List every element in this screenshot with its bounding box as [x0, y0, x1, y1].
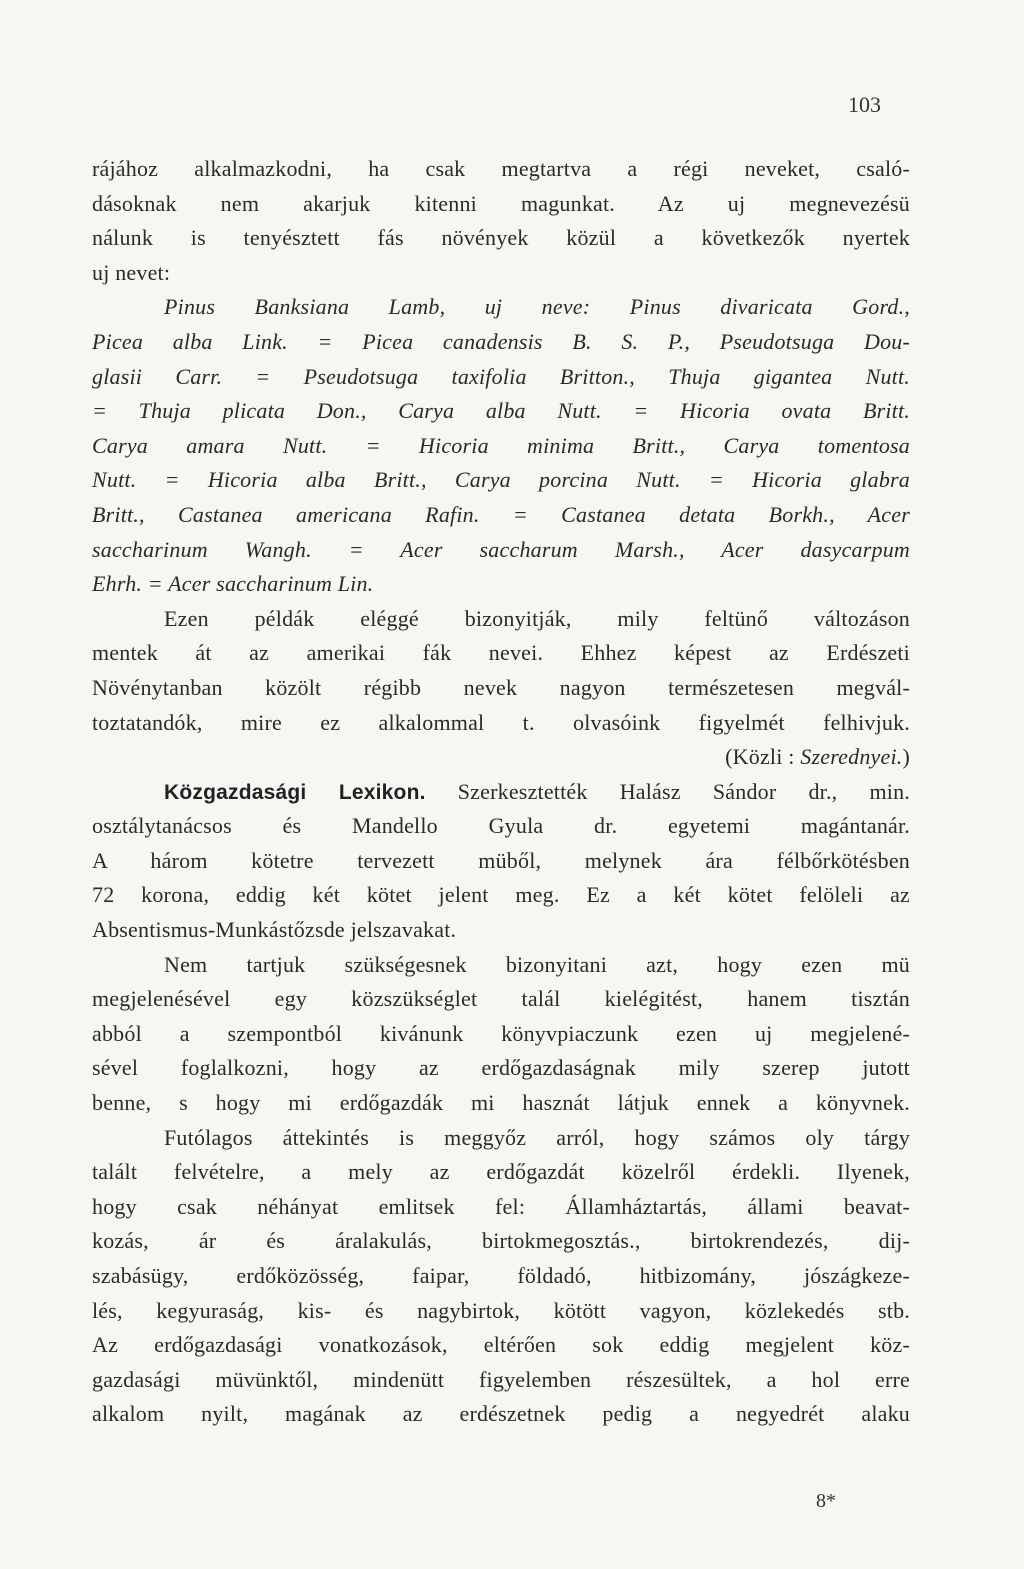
text-line: lés, kegyuraság, kis- és nagybirtok, kötött vagyon, közlekedés stb. [92, 1297, 910, 1323]
text-line: gazdasági müvünktől, mindenütt figyelemben részesültek, a hol erre [92, 1366, 910, 1392]
text-line: nálunk is tenyésztett fás növények közül a következők nyertek [92, 225, 910, 251]
text-line: Futólagos áttekintés is meggyőz arról, hogy számos oly tárgy [164, 1124, 910, 1150]
text-body [92, 152, 910, 1432]
text-line: abból a szempontból kivánunk könyvpiaczunk ezen uj megjelené- [92, 1020, 910, 1046]
text-line: rájához alkalmazkodni, ha csak megtartva a régi neveket, csaló- [92, 156, 910, 181]
text-line: uj nevet: [92, 259, 171, 285]
text-line: hogy csak néhányat emlitsek fel: Államháztartás, állami beavat- [92, 1193, 910, 1219]
text-line: alkalom nyilt, magának az erdészetnek pedig a negyedrét alaku [92, 1401, 910, 1427]
species-line: saccharinum Wangh. = Acer saccharum Marsh., Acer dasycarpum [92, 536, 910, 562]
text-line: Nem tartjuk szükségesnek bizonyitani azt, hogy ezen mü [164, 951, 910, 977]
species-line: Nutt. = Hicoria alba Britt., Carya porcina Nutt. = Hicoria glabra [92, 467, 910, 493]
credit-suffix: ) [902, 744, 910, 770]
species-line: Ehrh. = Acer saccharinum Lin. [92, 571, 374, 597]
text-line: osztálytanácsos és Mandello Gyula dr. egyetemi magántanár. [92, 813, 910, 839]
text-line: Ezen példák eléggé bizonyitják, mily feltünő változáson [164, 605, 910, 631]
text-line: megjelenésével egy közszükséglet talál kielégitést, hanem tisztán [92, 986, 910, 1012]
review-title-rest: Szerkesztették Halász Sándor dr., min. [425, 778, 910, 804]
species-line: Britt., Castanea americana Rafin. = Castanea detata Borkh., Acer [92, 501, 910, 527]
text-line: sével foglalkozni, hogy az erdőgazdaságnak mily szerep jutott [92, 1055, 910, 1081]
page-number: 103 [848, 92, 881, 117]
text-line: szabásügy, erdőközösség, faipar, földadó, hitbizomány, jószágkeze- [92, 1263, 910, 1288]
text-line: toztatandók, mire ez alkalommal t. olvasóink figyelmét felhivjuk. [92, 709, 910, 735]
text-line: benne, s hogy mi erdőgazdák mi hasznát látjuk ennek a könyvnek. [92, 1090, 910, 1116]
review-heading-line [92, 775, 910, 810]
text-line: kozás, ár és áralakulás, birtokmegosztás., birtokrendezés, dij- [92, 1228, 910, 1254]
credit-name: Szerednyei. [800, 744, 903, 770]
text-line: Absentismus-Munkástőzsde jelszavakat. [92, 917, 457, 943]
species-line: Pinus Banksiana Lamb, uj neve: Pinus divaricata Gord., [164, 294, 910, 320]
text-line: A három kötetre tervezett müből, melynek ára félbőrkötésben [92, 847, 910, 873]
species-line: glasii Carr. = Pseudotsuga taxifolia Britton., Thuja gigantea Nutt. [92, 363, 910, 389]
species-line: = Thuja plicata Don., Carya alba Nutt. = Hicoria ovata Britt. [92, 398, 910, 424]
species-line: Carya amara Nutt. = Hicoria minima Britt., Carya tomentosa [92, 432, 910, 458]
text-line: talált felvételre, a mely az erdőgazdát közelről érdekli. Ilyenek, [92, 1159, 910, 1185]
printer-signature-mark: 8* [816, 1490, 836, 1512]
author-credit [92, 740, 910, 775]
review-title: Közgazdasági Lexikon. [164, 780, 426, 804]
species-line: Picea alba Link. = Picea canadensis B. S. P., Pseudotsuga Dou- [92, 328, 910, 354]
credit-prefix: (Közli : [725, 744, 801, 770]
text-line: mentek át az amerikai fák nevei. Ehhez képest az Erdészeti [92, 640, 910, 666]
text-line: Növénytanban közölt régibb nevek nagyon természetesen megvál- [92, 674, 910, 700]
text-line: Az erdőgazdasági vonatkozások, eltérően sok eddig megjelent köz- [92, 1332, 910, 1358]
text-line: dásoknak nem akarjuk kitenni magunkat. Az uj megnevezésü [92, 190, 910, 216]
text-line: 72 korona, eddig két kötet jelent meg. Ez a két kötet felöleli az [92, 882, 910, 908]
